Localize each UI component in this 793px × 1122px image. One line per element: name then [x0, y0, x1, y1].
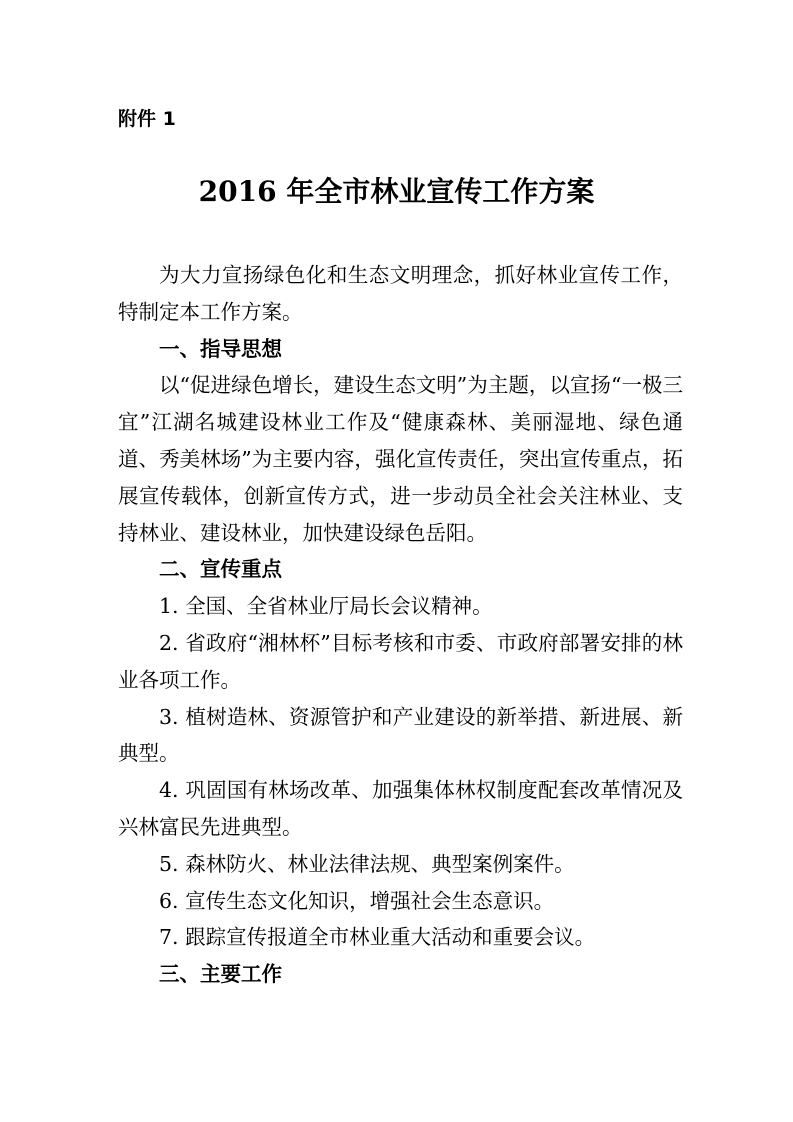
section-heading-main-work: 三、主要工作 — [159, 962, 282, 987]
list-item: 3. 植树造林、资源管护和产业建设的新举措、新进展、新典型。 — [118, 704, 683, 766]
list-item: 6. 宣传生态文化知识，增强社会生态意识。 — [159, 888, 555, 913]
section-heading-guiding-ideology: 一、指导思想 — [159, 336, 282, 361]
list-item: 5. 森林防火、林业法律法规、典型案例案件。 — [159, 851, 575, 876]
list-item: 4. 巩固国有林场改革、加强集体林权制度配套改革情况及兴林富民先进典型。 — [118, 778, 683, 839]
document-title: 2016 年全市林业宣传工作方案 — [198, 175, 595, 208]
guiding-ideology-paragraph: 以“促进绿色增长，建设生态文明”为主题，以宣扬“一极三宜”江湖名城建设林业工作及“健康森林、美丽湿地、绿色通道、秀美林场”为主要内容，强化宣传责任，突出宣传重点，拓展宣传载体，创新宣传方式，进一步动员全社会关注林业、支持林业、建设林业，加快建设绿色岳阳。 — [118, 373, 683, 545]
intro-paragraph: 为大力宣扬绿色化和生态文明理念，抓好林业宣传工作，特制定本工作方案。 — [118, 263, 683, 324]
section-heading-publicity-focus: 二、宣传重点 — [159, 557, 282, 582]
list-item: 7. 跟踪宣传报道全市林业重大活动和重要会议。 — [159, 925, 596, 950]
list-item: 2. 省政府“湘林杯”目标考核和市委、市政府部署安排的林业各项工作。 — [118, 630, 683, 692]
document-body — [118, 257, 683, 993]
attachment-label: 附件 1 — [118, 108, 176, 130]
list-item: 1. 全国、全省林业厅局长会议精神。 — [159, 594, 493, 619]
